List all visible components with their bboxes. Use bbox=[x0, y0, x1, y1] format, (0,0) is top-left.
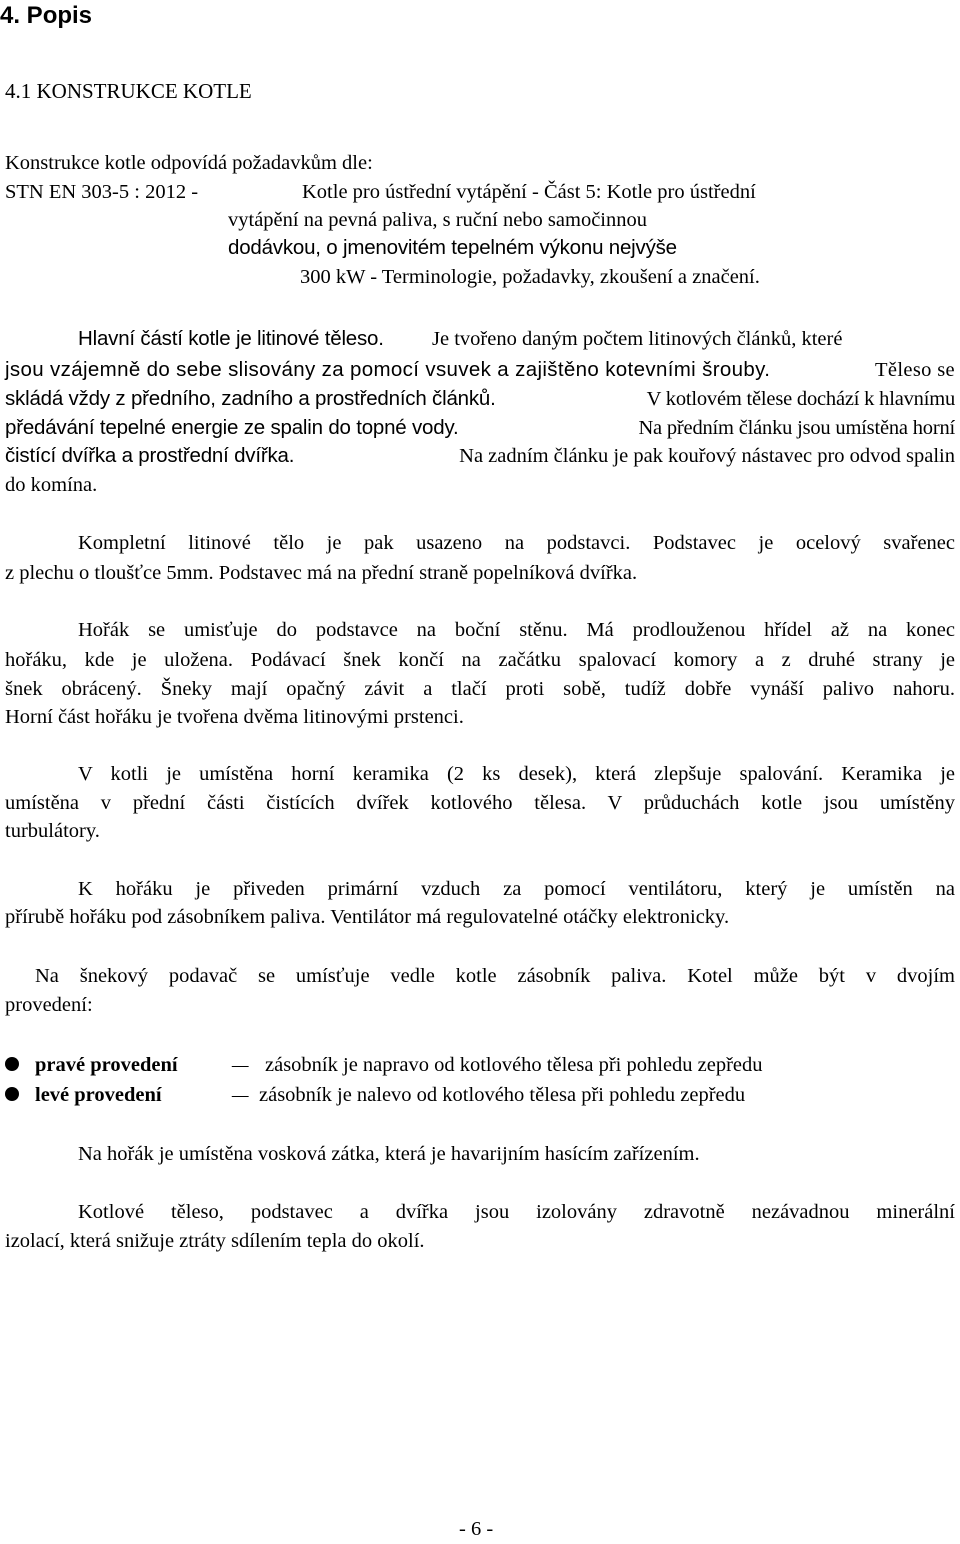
paragraph-1-line-5b: Na zadním článku je pak kouřový nástavec pro odvod spalin bbox=[459, 445, 955, 467]
variant-dash: – bbox=[232, 1054, 249, 1076]
paragraph-1-line-4a: předávání tepelné energie ze spalin do topné vody. bbox=[5, 416, 459, 439]
paragraph-6-line-2: provedení: bbox=[5, 994, 93, 1016]
paragraph-7: Na hořák je umístěna vosková zátka, která je havarijním hasícím zařízením. bbox=[78, 1143, 700, 1165]
paragraph-5-line-2: přírubě hořáku pod zásobníkem paliva. Ventilátor má regulovatelné otáčky elektronicky. bbox=[5, 906, 730, 928]
norm-title-line-3: dodávkou, o jmenovitém tepelném výkonu nejvýše bbox=[228, 236, 677, 259]
paragraph-1-line-1b: Je tvořeno daným počtem litinových článků, které bbox=[432, 328, 843, 350]
paragraph-3-line-2: hořáku, kde je uložena. Podávací šnek končí na začátku spalovací komory a z druhé strany je bbox=[5, 649, 955, 671]
paragraph-4-line-2: umístěna v přední části čistících dvířek kotlového tělesa. V průduchách kotle jsou umístěny bbox=[5, 792, 955, 814]
paragraph-1-line-5a: čistící dvířka a prostřední dvířka. bbox=[5, 444, 295, 467]
paragraph-1-line-3b: V kotlovém tělese dochází k hlavnímu bbox=[646, 388, 955, 410]
paragraph-3-line-1: Hořák se umisťuje do podstavce na boční stěnu. Má prodlouženou hřídel až na konec bbox=[78, 619, 955, 641]
paragraph-8-line-1: Kotlové těleso, podstavec a dvířka jsou izolovány zdravotně nezávadnou minerální bbox=[78, 1201, 955, 1223]
paragraph-6-line-1: Na šnekový podavač se umísťuje vedle kotle zásobník paliva. Kotel může být v dvojím bbox=[35, 965, 955, 987]
paragraph-1-line-3 bbox=[5, 384, 955, 414]
page-number: - 6 - bbox=[459, 1518, 494, 1540]
section-title: 4.1 KONSTRUKCE KOTLE bbox=[5, 79, 252, 103]
paragraph-3-line-3: šnek obrácený. Šneky mají opačný závit a tlačí proti sobě, tudíž dobře vynáší palivo nahoru. bbox=[5, 678, 955, 700]
norm-code: STN EN 303-5 : 2012 - bbox=[5, 181, 199, 203]
norm-title-line-1: Kotle pro ústřední vytápění - Část 5: Kotle pro ústřední bbox=[302, 181, 756, 203]
paragraph-1-line-4b: Na předním článku jsou umístěna horní bbox=[638, 417, 955, 439]
paragraph-1-line-6: do komína. bbox=[5, 474, 98, 496]
paragraph-2-line-1: Kompletní litinové tělo je pak usazeno na podstavci. Podstavec je ocelový svařenec bbox=[78, 532, 955, 554]
paragraph-1-line-4 bbox=[5, 413, 955, 443]
variant-term: pravé provedení bbox=[35, 1054, 178, 1076]
paragraph-4-line-3: turbulátory. bbox=[5, 820, 100, 842]
paragraph-1-line-1a: Hlavní částí kotle je litinové těleso. bbox=[78, 327, 384, 350]
paragraph-1-line-5 bbox=[5, 441, 955, 471]
paragraph-4-line-1: V kotli je umístěna horní keramika (2 ks desek), která zlepšuje spalování. Keramika je bbox=[78, 763, 955, 785]
norm-intro: Konstrukce kotle odpovídá požadavkům dle: bbox=[5, 152, 373, 174]
norm-title-line-4: 300 kW - Terminologie, požadavky, zkoušení a značení. bbox=[300, 266, 760, 288]
variant-description: zásobník je napravo od kotlového tělesa při pohledu zepředu bbox=[265, 1054, 763, 1076]
variant-description: zásobník je nalevo od kotlového tělesa při pohledu zepředu bbox=[259, 1084, 746, 1106]
paragraph-5-line-1: K hořáku je přiveden primární vzduch za pomocí ventilátoru, který je umístěn na bbox=[78, 878, 955, 900]
paragraph-1-line-3a: skládá vždy z předního, zadního a prostředních článků. bbox=[5, 387, 496, 410]
variant-term: levé provedení bbox=[35, 1084, 162, 1106]
paragraph-1-line-2-tail: Těleso se bbox=[875, 359, 955, 381]
norm-title-line-2: vytápění na pevná paliva, s ruční nebo samočinnou bbox=[228, 209, 647, 231]
paragraph-3-line-4: Horní část hořáku je tvořena dvěma litinovými prstenci. bbox=[5, 706, 464, 728]
paragraph-2-line-2: z plechu o tloušťce 5mm. Podstavec má na přední straně popelníková dvířka. bbox=[5, 562, 638, 584]
bullet-icon bbox=[5, 1087, 19, 1101]
paragraph-1-line-2-text: jsou vzájemně do sebe slisovány za pomocí vsuvek a zajištěno kotevními šrouby. bbox=[5, 358, 771, 381]
paragraph-1-line-2 bbox=[5, 355, 955, 385]
page-heading: 4. Popis bbox=[0, 2, 93, 29]
paragraph-8-line-2: izolací, která snižuje ztráty sdílením tepla do okolí. bbox=[5, 1230, 425, 1252]
variant-dash: – bbox=[232, 1084, 249, 1106]
bullet-icon bbox=[5, 1057, 19, 1071]
